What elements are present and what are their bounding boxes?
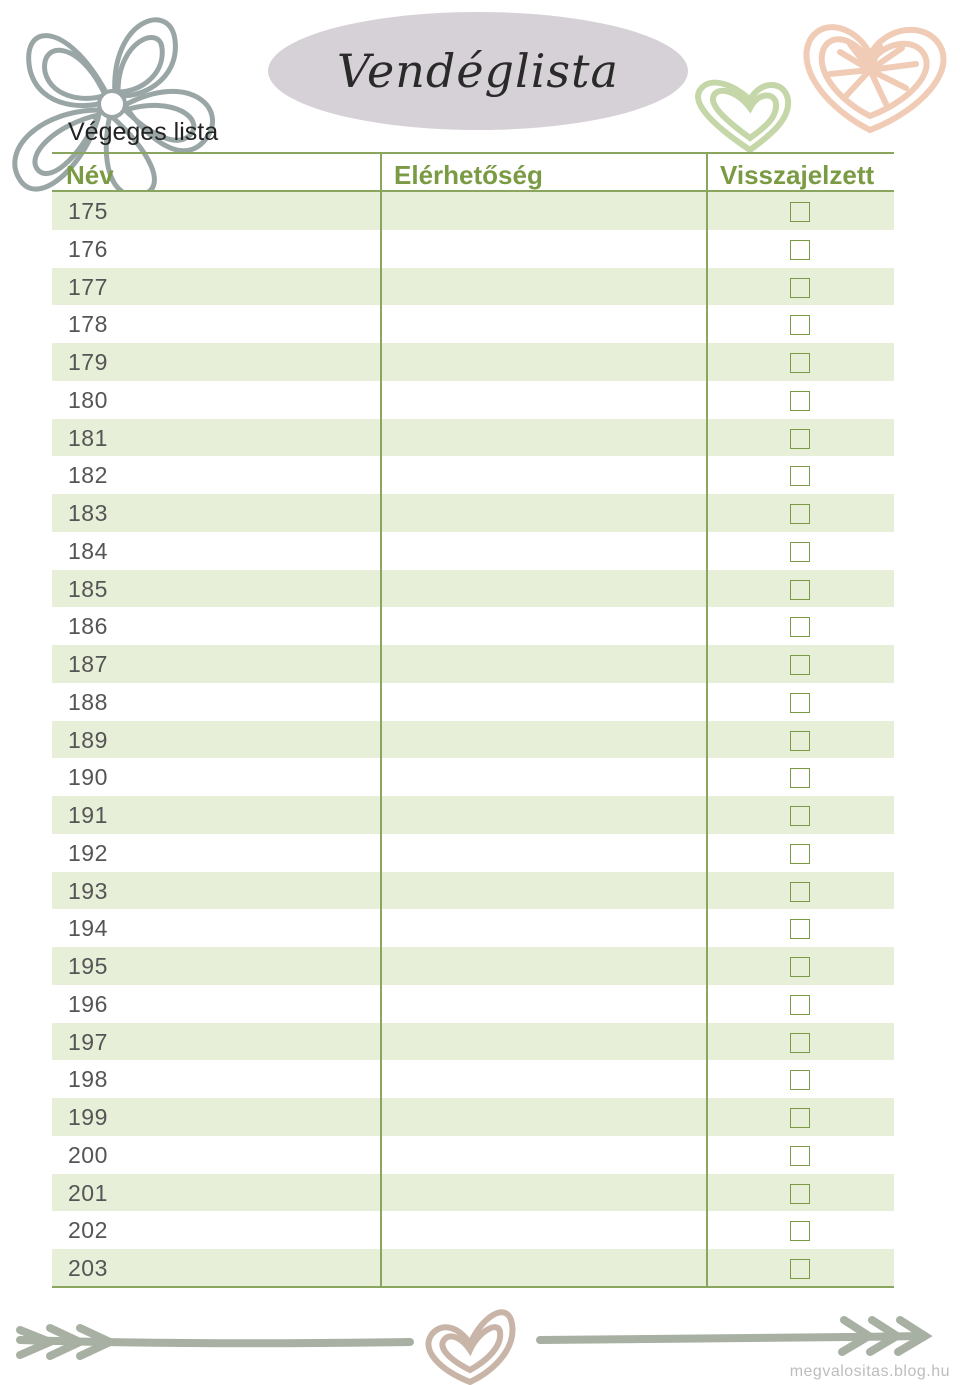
confirmed-checkbox[interactable]	[790, 617, 810, 637]
row-number: 199	[68, 1104, 108, 1130]
guest-table	[52, 152, 894, 1287]
confirmed-checkbox[interactable]	[790, 1146, 810, 1166]
row-number: 196	[68, 990, 108, 1017]
row-number: 193	[68, 877, 108, 904]
confirmed-checkbox[interactable]	[790, 806, 810, 826]
column-header-contact: Elérhetőség	[394, 160, 543, 190]
row-number: 183	[68, 500, 108, 526]
row-number: 182	[68, 462, 108, 489]
table-bottom-border	[52, 1286, 894, 1288]
table-row	[52, 1098, 894, 1136]
row-number: 179	[68, 349, 108, 375]
confirmed-checkbox[interactable]	[790, 882, 810, 902]
table-row	[52, 381, 894, 419]
row-number: 192	[68, 839, 108, 866]
confirmed-checkbox[interactable]	[790, 1108, 810, 1128]
column-header-confirmed: Visszajelzett	[720, 160, 875, 190]
row-number: 184	[68, 537, 108, 564]
row-number: 198	[68, 1066, 108, 1093]
table-row	[52, 1211, 894, 1249]
row-number: 202	[68, 1217, 108, 1244]
confirmed-checkbox[interactable]	[790, 240, 810, 260]
row-number: 181	[68, 424, 108, 451]
table-row	[52, 721, 894, 759]
title-banner	[268, 12, 688, 130]
table-row	[52, 834, 894, 872]
confirmed-checkbox[interactable]	[790, 580, 810, 600]
table-row	[52, 758, 894, 796]
table-row	[52, 456, 894, 494]
list-subtitle: Végeges lista	[68, 118, 219, 146]
confirmed-checkbox[interactable]	[790, 504, 810, 524]
row-number: 175	[68, 198, 108, 224]
table-row	[52, 1060, 894, 1098]
confirmed-checkbox[interactable]	[790, 542, 810, 562]
row-number: 203	[68, 1255, 108, 1281]
column-divider	[380, 152, 382, 1288]
confirmed-checkbox[interactable]	[790, 957, 810, 977]
row-number: 195	[68, 953, 108, 979]
confirmed-checkbox[interactable]	[790, 391, 810, 411]
page-title: Vendéglista	[337, 44, 619, 98]
table-row	[52, 1249, 894, 1287]
table-body	[52, 192, 894, 1287]
table-row	[52, 985, 894, 1023]
row-number: 186	[68, 613, 108, 640]
confirmed-checkbox[interactable]	[790, 429, 810, 449]
confirmed-checkbox[interactable]	[790, 655, 810, 675]
table-row	[52, 607, 894, 645]
row-number: 187	[68, 651, 108, 677]
row-number: 197	[68, 1028, 108, 1055]
column-header-name: Név	[66, 160, 114, 190]
table-row	[52, 909, 894, 947]
confirmed-checkbox[interactable]	[790, 1221, 810, 1241]
table-row	[52, 192, 894, 230]
confirmed-checkbox[interactable]	[790, 315, 810, 335]
table-row	[52, 494, 894, 532]
table-row	[52, 645, 894, 683]
row-number: 188	[68, 688, 108, 715]
table-row	[52, 343, 894, 381]
table-row	[52, 872, 894, 910]
confirmed-checkbox[interactable]	[790, 353, 810, 373]
table-row	[52, 570, 894, 608]
table-row	[52, 947, 894, 985]
row-number: 200	[68, 1141, 108, 1168]
confirmed-checkbox[interactable]	[790, 1259, 810, 1279]
table-header	[52, 152, 894, 192]
table-row	[52, 230, 894, 268]
row-number: 180	[68, 386, 108, 413]
confirmed-checkbox[interactable]	[790, 1070, 810, 1090]
row-number: 201	[68, 1179, 108, 1206]
footer-source: megvalositas.blog.hu	[789, 1363, 950, 1380]
row-number: 177	[68, 273, 108, 300]
table-row	[52, 683, 894, 721]
confirmed-checkbox[interactable]	[790, 731, 810, 751]
row-number: 191	[68, 802, 108, 828]
column-divider	[706, 152, 708, 1288]
confirmed-checkbox[interactable]	[790, 995, 810, 1015]
row-number: 178	[68, 311, 108, 338]
table-row	[52, 796, 894, 834]
confirmed-checkbox[interactable]	[790, 919, 810, 939]
table-row	[52, 305, 894, 343]
table-row	[52, 1023, 894, 1061]
table-row	[52, 532, 894, 570]
table-row	[52, 1136, 894, 1174]
row-number: 176	[68, 235, 108, 262]
confirmed-checkbox[interactable]	[790, 693, 810, 713]
row-number: 189	[68, 726, 108, 753]
confirmed-checkbox[interactable]	[790, 202, 810, 222]
heart-doodle-icon	[680, 0, 960, 160]
row-number: 185	[68, 575, 108, 602]
confirmed-checkbox[interactable]	[790, 1033, 810, 1053]
table-row	[52, 268, 894, 306]
confirmed-checkbox[interactable]	[790, 1184, 810, 1204]
confirmed-checkbox[interactable]	[790, 844, 810, 864]
confirmed-checkbox[interactable]	[790, 768, 810, 788]
confirmed-checkbox[interactable]	[790, 466, 810, 486]
row-number: 190	[68, 764, 108, 791]
table-row	[52, 419, 894, 457]
confirmed-checkbox[interactable]	[790, 278, 810, 298]
row-number: 194	[68, 915, 108, 942]
table-row	[52, 1174, 894, 1212]
